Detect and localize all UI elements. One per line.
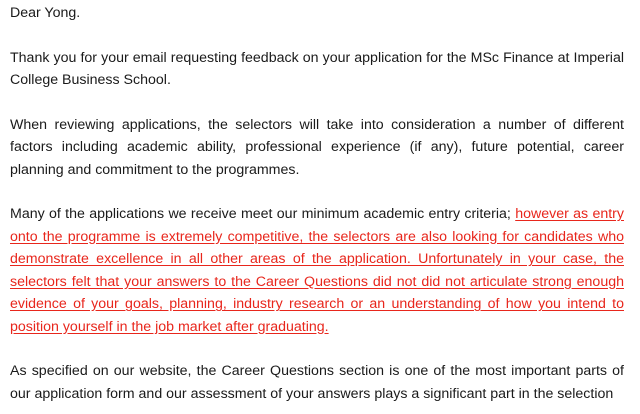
salutation: Dear Yong. <box>10 5 81 21</box>
email-letter-body <box>10 0 624 405</box>
feedback-intro-text: Many of the applications we receive meet our minimum academic entry criteria; <box>10 206 516 222</box>
feedback-highlighted-text: however as entry onto the programme is extremely competitive, the selectors are also looking for candidates who demonstrate excellence in all other areas of the application. Unfortunately in your case, the selectors felt that your answers to the Career Questions did not did not articulate strong enough evidence of your goals, planning, industry research or an understanding of how you intend to position yourself in the job market after graduating. <box>10 206 624 335</box>
paragraph-selection-factors: When reviewing applications, the selectors will take into consideration a number of different factors including academic ability, professional experience (if any), future potential, career planning and commitment to the programmes. <box>10 116 624 178</box>
paragraph-career-questions: As specified on our website, the Career Questions section is one of the most important parts of our application form and our assessment of your answers plays a significant part in the selection <box>10 363 624 402</box>
paragraph-feedback <box>10 203 624 338</box>
paragraph-thank-you: Thank you for your email requesting feedback on your application for the MSc Finance at Imperial College Business School. <box>10 49 624 88</box>
